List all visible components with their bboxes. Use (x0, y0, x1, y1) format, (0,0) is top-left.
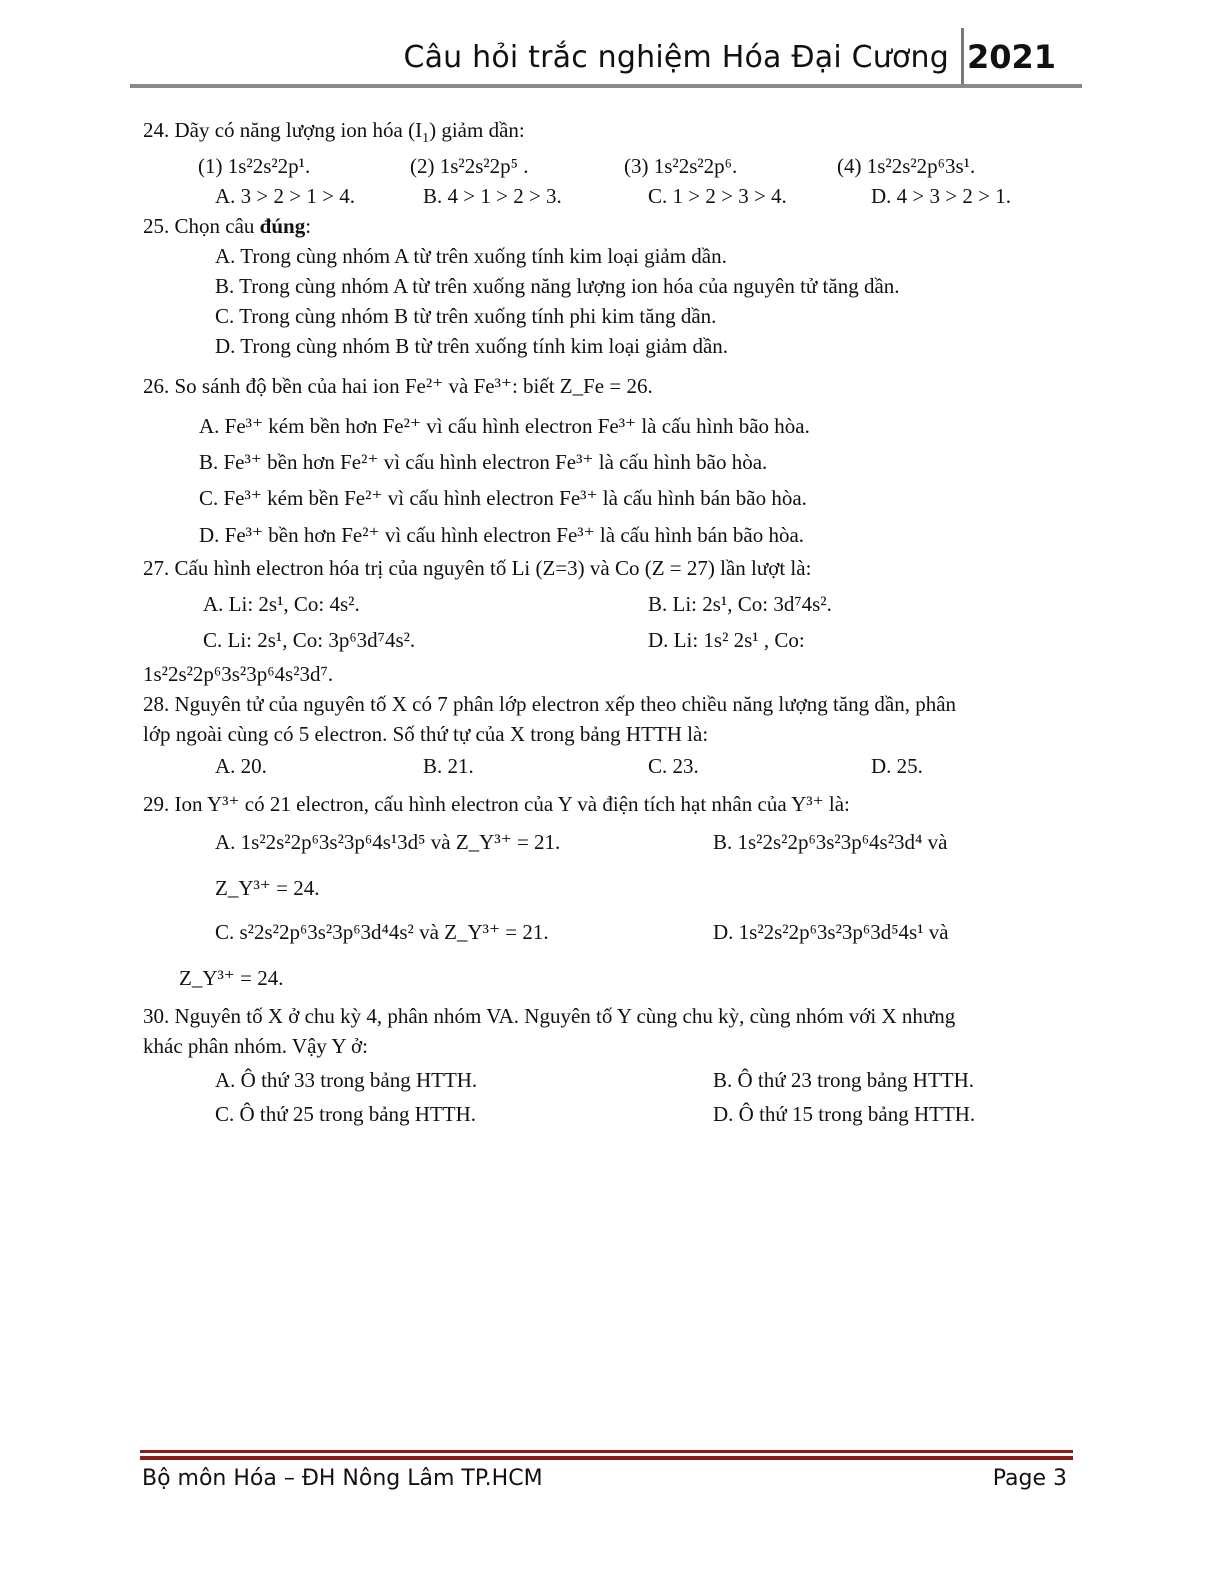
question-26-stem: 26. So sánh độ bền của hai ion Fe²⁺ và Fe³⁺: biết Z_Fe = 26. (143, 374, 653, 398)
option-b: B. Ô thứ 23 trong bảng HTTH. (713, 1068, 975, 1092)
question-24-options (143, 181, 1073, 211)
question-24-stem: 24. Dãy có năng lượng ion hóa $(I_1)$ giảm dần: (143, 118, 525, 146)
footer-page-number: Page 3 (992, 1466, 1067, 1491)
question-25-option-d: D. Trong cùng nhóm B từ trên xuống tính kim loại giảm dần. (215, 334, 729, 358)
question-26-option-a: A. Fe³⁺ kém bền hơn Fe²⁺ vì cấu hình electron Fe³⁺ là cấu hình bão hòa. (199, 414, 810, 438)
footer-rule-thick (140, 1456, 1073, 1460)
page-header (130, 26, 1082, 88)
option-d: D. 4 > 3 > 2 > 1. (871, 184, 1011, 208)
option-d: D. Li: 1s² 2s¹ , Co: (648, 628, 805, 652)
header-rule (130, 84, 1082, 88)
question-29-option-d-cont: Z_Y³⁺ = 24. (179, 966, 284, 990)
option-c: C. Li: 2s¹, Co: 3p⁶3d⁷4s². (203, 628, 416, 652)
question-25-option-a: A. Trong cùng nhóm A từ trên xuống tính kim loại giảm dần. (215, 244, 727, 268)
question-29-options-ab (143, 827, 1073, 857)
question-25-option-c: C. Trong cùng nhóm B từ trên xuống tính phi kim tăng dần. (215, 304, 717, 328)
option-d: D. 25. (871, 754, 923, 778)
option-b: B. 1s²2s²2p⁶3s²3p⁶4s²3d⁴ và (713, 830, 948, 854)
question-28-stem-line1: 28. Nguyên tử của nguyên tố X có 7 phân lớp electron xếp theo chiều năng lượng tăng dần, phân (143, 692, 957, 716)
question-24-configs (143, 151, 1073, 181)
option-a: A. 20. (215, 754, 267, 778)
option-b: B. 4 > 1 > 2 > 3. (423, 184, 562, 208)
question-29-option-b-cont: Z_Y³⁺ = 24. (215, 876, 320, 900)
config-3: (3) 1s²2s²2p⁶. (624, 154, 738, 178)
config-2: (2) 1s²2s²2p⁵ . (410, 154, 529, 178)
question-26-option-c: C. Fe³⁺ kém bền Fe²⁺ vì cấu hình electron Fe³⁺ là cấu hình bán bão hòa. (199, 486, 807, 510)
option-a: A. Li: 2s¹, Co: 4s². (203, 592, 360, 616)
footer-rule-thin (140, 1450, 1073, 1453)
config-4: (4) 1s²2s²2p⁶3s¹. (837, 154, 976, 178)
question-29-stem: 29. Ion Y³⁺ có 21 electron, cấu hình electron của Y và điện tích hạt nhân của Y³⁺ là: (143, 792, 850, 816)
footer-department: Bộ môn Hóa – ĐH Nông Lâm TP.HCM (142, 1466, 543, 1491)
option-b: B. Li: 2s¹, Co: 3d⁷4s². (648, 592, 832, 616)
option-b: B. 21. (423, 754, 474, 778)
header-year: 2021 (966, 38, 1056, 76)
header-title: Câu hỏi trắc nghiệm Hóa Đại Cương (403, 40, 949, 75)
config-1: (1) 1s²2s²2p¹. (198, 154, 311, 178)
option-c: C. 23. (648, 754, 699, 778)
question-28-stem-line2: lớp ngoài cùng có 5 electron. Số thứ tự của X trong bảng HTTH là: (143, 722, 709, 746)
question-26-option-d: D. Fe³⁺ bền hơn Fe²⁺ vì cấu hình electron Fe³⁺ là cấu hình bán bão hòa. (199, 523, 805, 547)
option-c: C. s²2s²2p⁶3s²3p⁶3d⁴4s² và Z_Y³⁺ = 21. (215, 920, 549, 944)
question-list (143, 115, 1073, 1129)
question-29-options-cd (143, 917, 1073, 947)
question-27-option-d-cont: 1s²2s²2p⁶3s²3p⁶4s²3d⁷. (143, 662, 334, 686)
option-c: C. 1 > 2 > 3 > 4. (648, 184, 787, 208)
question-27-options-ab (143, 589, 1073, 619)
question-30-options-cd (143, 1099, 1073, 1129)
option-c: C. Ô thứ 25 trong bảng HTTH. (215, 1102, 477, 1126)
option-a: A. Ô thứ 33 trong bảng HTTH. (215, 1068, 478, 1092)
question-30-stem-line1: 30. Nguyên tố X ở chu kỳ 4, phân nhóm VA. Nguyên tố Y cùng chu kỳ, cùng nhóm với X nhưng (143, 1004, 956, 1028)
option-a: A. 1s²2s²2p⁶3s²3p⁶4s¹3d⁵ và Z_Y³⁺ = 21. (215, 830, 561, 854)
header-divider (961, 28, 964, 86)
question-30-options-ab (143, 1065, 1073, 1095)
question-28-options (143, 751, 1073, 781)
option-d: D. 1s²2s²2p⁶3s²3p⁶3d⁵4s¹ và (713, 920, 949, 944)
question-26-option-b: B. Fe³⁺ bền hơn Fe²⁺ vì cấu hình electron Fe³⁺ là cấu hình bão hòa. (199, 450, 768, 474)
option-d: D. Ô thứ 15 trong bảng HTTH. (713, 1102, 976, 1126)
question-27-stem: 27. Cấu hình electron hóa trị của nguyên tố Li (Z=3) và Co (Z = 27) lần lượt là: (143, 556, 812, 580)
question-27-options-cd (143, 625, 1073, 655)
question-25-stem: 25. Chọn câu đúng: (143, 214, 312, 238)
option-a: A. 3 > 2 > 1 > 4. (215, 184, 355, 208)
question-25-option-b: B. Trong cùng nhóm A từ trên xuống năng lượng ion hóa của nguyên tử tăng dần. (215, 274, 900, 298)
question-30-stem-line2: khác phân nhóm. Vậy Y ở: (143, 1034, 368, 1058)
